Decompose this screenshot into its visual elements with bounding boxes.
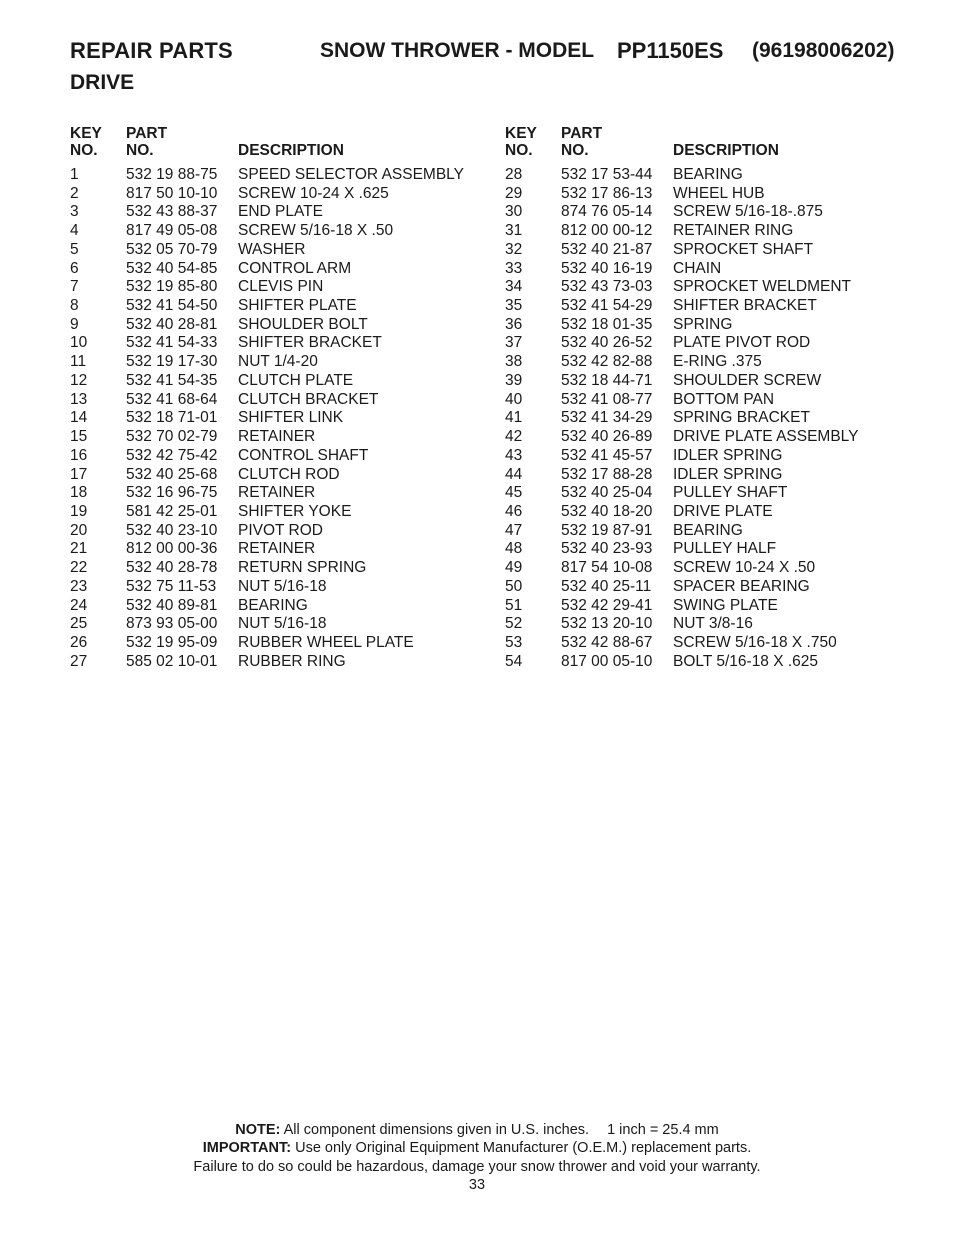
key-no-cell: 47: [505, 521, 523, 539]
description-cell: DRIVE PLATE: [673, 502, 773, 520]
table-row: [70, 466, 490, 485]
table-row: [505, 540, 925, 559]
important-text: Use only Original Equipment Manufacturer (O.E.M.) replacement parts.: [295, 1140, 752, 1157]
part-no-cell: 581 42 25-01: [126, 502, 218, 520]
table-row: [505, 409, 925, 428]
description-header: DESCRIPTION: [673, 141, 779, 159]
description-cell: DRIVE PLATE ASSEMBLY: [673, 428, 859, 446]
note-text: All component dimensions given in U.S. inches.: [283, 1122, 590, 1138]
key-no-cell: 9: [70, 315, 79, 333]
key-no-cell: 38: [505, 353, 523, 371]
part-no-cell: 532 40 23-93: [561, 540, 653, 558]
key-no-cell: 37: [505, 334, 523, 352]
table-row: [505, 353, 925, 372]
key-no-cell: 54: [505, 652, 523, 670]
part-no-cell: 532 40 54-85: [126, 259, 218, 277]
parts-table-right: [505, 126, 925, 671]
table-row: [70, 503, 490, 522]
table-row: [505, 203, 925, 222]
part-no-cell: 532 18 01-35: [561, 315, 653, 333]
description-cell: SHOULDER SCREW: [673, 371, 822, 389]
key-no-cell: 40: [505, 390, 523, 408]
part-no-cell: 532 42 82-88: [561, 353, 653, 371]
key-no-cell: 6: [70, 259, 79, 277]
part-no-cell: 532 41 08-77: [561, 390, 653, 408]
table-row: [70, 278, 490, 297]
key-no-cell: 30: [505, 203, 523, 221]
key-no-cell: 50: [505, 577, 523, 595]
repair-parts-heading: REPAIR PARTS: [70, 38, 233, 63]
part-no-header-line1: PART: [561, 125, 603, 142]
table-row: [70, 372, 490, 391]
table-row: [70, 522, 490, 541]
table-row: [70, 615, 490, 634]
part-no-cell: 532 19 88-75: [126, 166, 218, 183]
part-no-cell: 532 13 20-10: [561, 615, 653, 633]
key-no-cell: 33: [505, 259, 523, 277]
part-no-cell: 532 70 02-79: [126, 428, 218, 446]
table-row: [70, 540, 490, 559]
description-cell: SHIFTER PLATE: [238, 297, 357, 315]
part-no-cell: 532 40 25-68: [126, 465, 218, 483]
part-no-header: [126, 126, 167, 159]
description-cell: SPRING: [673, 315, 733, 333]
description-cell: SPEED SELECTOR ASSEMBLY: [238, 166, 464, 183]
description-cell: CONTROL ARM: [238, 259, 352, 277]
table-row: [70, 166, 490, 185]
description-cell: CLUTCH PLATE: [238, 371, 354, 389]
description-cell: IDLER SPRING: [673, 446, 783, 464]
description-cell: RETAINER RING: [673, 222, 794, 240]
key-no-cell: 53: [505, 633, 523, 651]
table-row: [505, 428, 925, 447]
table-row: [505, 634, 925, 653]
table-row: [70, 222, 490, 241]
description-cell: RETURN SPRING: [238, 559, 367, 577]
catalog-number: (96198006202): [752, 39, 895, 62]
important-line: [0, 1139, 954, 1157]
part-no-cell: 812 00 00-36: [126, 540, 218, 558]
table-row: [70, 484, 490, 503]
description-cell: SPRING BRACKET: [673, 409, 810, 427]
table-row: [505, 334, 925, 353]
part-no-cell: 874 76 05-14: [561, 203, 653, 221]
table-row: [70, 316, 490, 335]
key-no-cell: 19: [70, 502, 88, 520]
description-cell: PULLEY SHAFT: [673, 484, 788, 502]
key-no-cell: 4: [70, 222, 79, 240]
note-line: [0, 1121, 954, 1139]
key-no-cell: 3: [70, 203, 79, 221]
key-no-cell: 31: [505, 222, 523, 240]
part-no-cell: 532 17 53-44: [561, 166, 653, 183]
table-row: [505, 185, 925, 204]
part-no-cell: 532 19 87-91: [561, 521, 653, 539]
key-no-cell: 44: [505, 465, 523, 483]
description-cell: SPACER BEARING: [673, 577, 810, 595]
part-no-cell: 532 41 34-29: [561, 409, 653, 427]
conversion-text: 1 inch = 25.4 mm: [607, 1122, 719, 1138]
part-no-cell: 532 19 95-09: [126, 633, 218, 651]
key-no-cell: 28: [505, 166, 523, 183]
table-row: [70, 597, 490, 616]
key-no-cell: 14: [70, 409, 88, 427]
description-cell: BOTTOM PAN: [673, 390, 775, 408]
table-row: [70, 260, 490, 279]
key-no-cell: 5: [70, 240, 79, 258]
description-cell: RUBBER WHEEL PLATE: [238, 633, 414, 651]
key-no-cell: 18: [70, 484, 88, 502]
part-no-cell: 532 18 44-71: [561, 371, 653, 389]
table-row: [505, 372, 925, 391]
part-no-cell: 532 41 54-50: [126, 297, 218, 315]
description-cell: SCREW 5/16-18 X .50: [238, 222, 394, 240]
part-no-cell: 532 40 21-87: [561, 240, 653, 258]
key-no-header: [505, 126, 537, 159]
part-no-cell: 532 40 28-78: [126, 559, 218, 577]
table-row: [70, 634, 490, 653]
part-no-header-line1: PART: [126, 125, 168, 142]
table-row: [505, 484, 925, 503]
table-row: [505, 260, 925, 279]
description-cell: NUT 1/4-20: [238, 353, 318, 371]
table-header: [70, 126, 490, 164]
footer-notes: [0, 1121, 954, 1194]
description-cell: RETAINER: [238, 540, 316, 558]
key-no-cell: 20: [70, 521, 88, 539]
product-model-label: SNOW THROWER - MODEL: [320, 39, 595, 62]
key-no-cell: 35: [505, 297, 523, 315]
key-no-header-line1: KEY: [505, 125, 537, 142]
table-row: [505, 391, 925, 410]
parts-rows-right: [505, 166, 925, 671]
table-row: [70, 297, 490, 316]
description-cell: NUT 5/16-18: [238, 615, 327, 633]
description-cell: WASHER: [238, 240, 306, 258]
important-label: IMPORTANT:: [202, 1140, 292, 1157]
table-row: [505, 278, 925, 297]
description-cell: CLEVIS PIN: [238, 278, 324, 296]
description-cell: CLUTCH ROD: [238, 465, 340, 483]
description-cell: E-RING .375: [673, 353, 762, 371]
table-row: [505, 615, 925, 634]
description-cell: SHIFTER BRACKET: [238, 334, 382, 352]
part-no-cell: 532 17 88-28: [561, 465, 653, 483]
table-row: [70, 353, 490, 372]
description-cell: BEARING: [238, 596, 308, 614]
part-no-cell: 532 40 18-20: [561, 502, 653, 520]
table-header: [505, 126, 925, 164]
part-no-cell: 532 40 26-52: [561, 334, 653, 352]
table-row: [505, 597, 925, 616]
description-cell: NUT 3/8-16: [673, 615, 753, 633]
key-no-cell: 22: [70, 559, 88, 577]
table-row: [505, 466, 925, 485]
description-cell: PLATE PIVOT ROD: [673, 334, 811, 352]
table-row: [505, 241, 925, 260]
description-cell: SHIFTER LINK: [238, 409, 344, 427]
table-row: [70, 559, 490, 578]
key-no-cell: 25: [70, 615, 88, 633]
part-no-cell: 817 54 10-08: [561, 559, 653, 577]
part-no-cell: 532 40 25-04: [561, 484, 653, 502]
part-no-cell: 532 75 11-53: [126, 577, 217, 595]
table-row: [505, 559, 925, 578]
key-no-header-line2: NO.: [70, 141, 98, 159]
part-no-cell: 817 50 10-10: [126, 184, 218, 202]
key-no-cell: 21: [70, 540, 88, 558]
description-header: DESCRIPTION: [238, 141, 344, 159]
key-no-cell: 42: [505, 428, 523, 446]
table-row: [70, 334, 490, 353]
description-cell: SPROCKET WELDMENT: [673, 278, 851, 296]
part-no-cell: 532 17 86-13: [561, 184, 653, 202]
key-no-cell: 45: [505, 484, 523, 502]
table-row: [70, 185, 490, 204]
table-row: [505, 503, 925, 522]
key-no-cell: 27: [70, 652, 88, 670]
part-no-cell: 532 41 54-33: [126, 334, 218, 352]
description-cell: SCREW 10-24 X .625: [238, 184, 389, 202]
part-no-cell: 532 40 25-11: [561, 577, 652, 595]
description-cell: NUT 5/16-18: [238, 577, 327, 595]
description-cell: SWING PLATE: [673, 596, 778, 614]
warning-line: Failure to do so could be hazardous, damage your snow thrower and void your warranty.: [193, 1158, 761, 1175]
description-cell: WHEEL HUB: [673, 184, 765, 202]
part-no-cell: 873 93 05-00: [126, 615, 218, 633]
part-no-cell: 532 41 68-64: [126, 390, 218, 408]
page-number: 33: [468, 1176, 486, 1193]
part-no-cell: 532 42 29-41: [561, 596, 653, 614]
key-no-cell: 2: [70, 184, 79, 202]
key-no-cell: 1: [70, 166, 79, 183]
key-no-cell: 24: [70, 596, 88, 614]
part-no-cell: 532 40 89-81: [126, 596, 218, 614]
part-no-cell: 817 00 05-10: [561, 652, 653, 670]
key-no-cell: 36: [505, 315, 523, 333]
description-cell: CONTROL SHAFT: [238, 446, 369, 464]
description-cell: PULLEY HALF: [673, 540, 777, 558]
part-no-header-line2: NO.: [126, 141, 154, 159]
part-no-cell: 532 41 45-57: [561, 446, 653, 464]
description-cell: RETAINER: [238, 484, 316, 502]
part-no-cell: 585 02 10-01: [126, 652, 218, 670]
key-no-cell: 23: [70, 577, 88, 595]
parts-table-left: [70, 126, 490, 671]
part-no-cell: 532 42 75-42: [126, 446, 218, 464]
key-no-cell: 52: [505, 615, 523, 633]
part-no-cell: 532 05 70-79: [126, 240, 218, 258]
table-row: [505, 222, 925, 241]
table-row: [505, 522, 925, 541]
table-row: [70, 391, 490, 410]
table-row: [505, 166, 925, 185]
part-no-header: [561, 126, 602, 159]
table-row: [505, 653, 925, 672]
key-no-cell: 10: [70, 334, 88, 352]
key-no-cell: 29: [505, 184, 523, 202]
description-cell: PIVOT ROD: [238, 521, 323, 539]
key-no-cell: 26: [70, 633, 88, 651]
key-no-cell: 11: [70, 353, 87, 371]
description-cell: SHOULDER BOLT: [238, 315, 368, 333]
description-cell: RETAINER: [238, 428, 316, 446]
key-no-header-line1: KEY: [70, 125, 102, 142]
table-row: [70, 241, 490, 260]
key-no-cell: 7: [70, 278, 79, 296]
key-no-cell: 48: [505, 540, 523, 558]
note-label: NOTE:: [235, 1122, 281, 1138]
part-no-cell: 532 18 71-01: [126, 409, 218, 427]
key-no-cell: 51: [505, 596, 523, 614]
parts-rows-left: [70, 166, 490, 671]
table-row: [70, 653, 490, 672]
part-no-cell: 532 43 73-03: [561, 278, 653, 296]
key-no-cell: 46: [505, 502, 523, 520]
part-no-cell: 532 19 17-30: [126, 353, 218, 371]
description-cell: IDLER SPRING: [673, 465, 783, 483]
part-no-cell: 532 40 28-81: [126, 315, 218, 333]
key-no-cell: 43: [505, 446, 523, 464]
description-cell: BEARING: [673, 166, 743, 183]
description-cell: END PLATE: [238, 203, 323, 221]
key-no-cell: 13: [70, 390, 88, 408]
table-row: [70, 409, 490, 428]
part-no-cell: 532 41 54-35: [126, 371, 218, 389]
description-cell: SCREW 5/16-18 X .750: [673, 633, 837, 651]
key-no-cell: 15: [70, 428, 88, 446]
table-row: [505, 316, 925, 335]
table-row: [70, 447, 490, 466]
description-cell: SCREW 10-24 X .50: [673, 559, 816, 577]
key-no-cell: 39: [505, 371, 523, 389]
part-no-cell: 532 40 26-89: [561, 428, 653, 446]
description-cell: SCREW 5/16-18-.875: [673, 203, 823, 221]
table-row: [505, 578, 925, 597]
description-cell: RUBBER RING: [238, 652, 346, 670]
description-cell: SPROCKET SHAFT: [673, 240, 814, 258]
table-row: [70, 203, 490, 222]
part-no-cell: 532 16 96-75: [126, 484, 218, 502]
part-no-cell: 532 40 23-10: [126, 521, 218, 539]
part-no-cell: 532 19 85-80: [126, 278, 218, 296]
table-row: [70, 578, 490, 597]
part-no-cell: 812 00 00-12: [561, 222, 653, 240]
key-no-cell: 8: [70, 297, 79, 315]
key-no-cell: 12: [70, 371, 88, 389]
key-no-cell: 49: [505, 559, 523, 577]
part-no-cell: 532 42 88-67: [561, 633, 653, 651]
part-no-cell: 532 41 54-29: [561, 297, 653, 315]
table-row: [505, 447, 925, 466]
key-no-cell: 17: [70, 465, 88, 483]
table-row: [505, 297, 925, 316]
key-no-cell: 41: [505, 409, 523, 427]
key-no-header: [70, 126, 102, 159]
section-title: DRIVE: [70, 71, 135, 94]
description-cell: CLUTCH BRACKET: [238, 390, 379, 408]
key-no-cell: 32: [505, 240, 523, 258]
part-no-header-line2: NO.: [561, 141, 589, 159]
description-cell: SHIFTER BRACKET: [673, 297, 817, 315]
key-no-cell: 34: [505, 278, 523, 296]
description-cell: BEARING: [673, 521, 743, 539]
table-row: [70, 428, 490, 447]
key-no-cell: 16: [70, 446, 88, 464]
description-cell: CHAIN: [673, 259, 722, 277]
part-no-cell: 532 40 16-19: [561, 259, 653, 277]
model-number: PP1150ES: [617, 38, 724, 63]
part-no-cell: 532 43 88-37: [126, 203, 218, 221]
description-cell: BOLT 5/16-18 X .625: [673, 652, 819, 670]
part-no-cell: 817 49 05-08: [126, 222, 218, 240]
key-no-header-line2: NO.: [505, 141, 533, 159]
description-cell: SHIFTER YOKE: [238, 502, 352, 520]
